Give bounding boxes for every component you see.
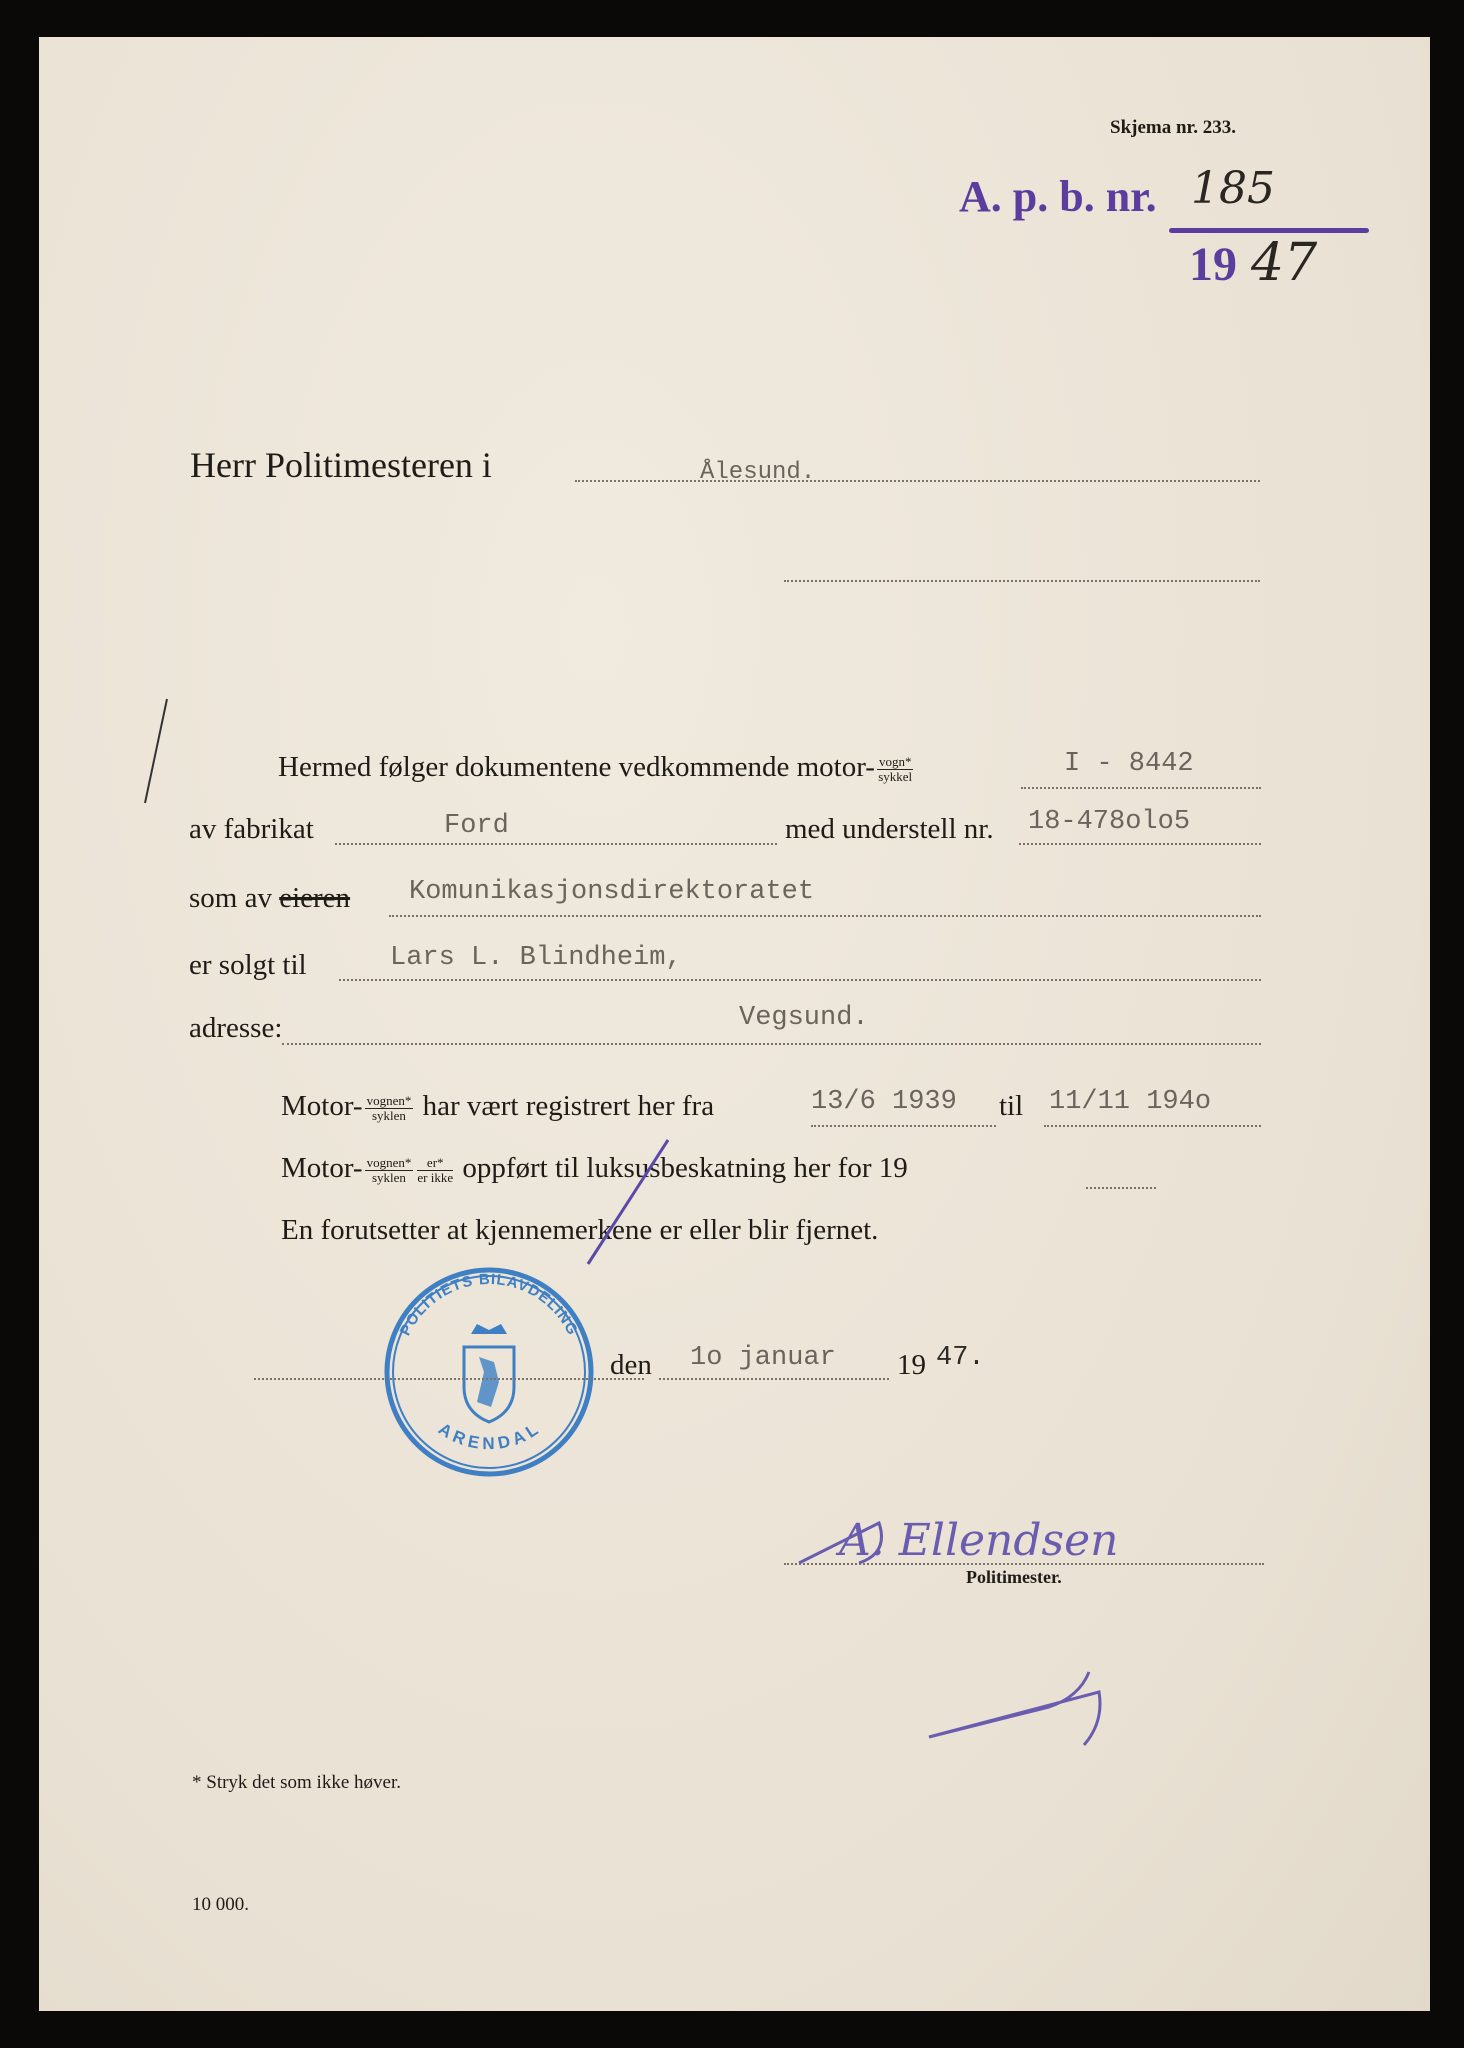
to-label: til bbox=[999, 1090, 1024, 1122]
option-er-ikke: er ikke bbox=[417, 1169, 454, 1185]
chassis-value: 18-478olo5 bbox=[1028, 807, 1191, 837]
date-label: den bbox=[610, 1349, 652, 1381]
address-label: adresse: bbox=[189, 1012, 283, 1044]
stamp-year-handwritten: 47 bbox=[1251, 233, 1318, 293]
margin-mark bbox=[145, 699, 167, 803]
owner-struck: eieren bbox=[279, 882, 351, 914]
stamp-label: A. p. b. nr. bbox=[959, 172, 1157, 221]
buyer-value: Lars L. Blindheim, bbox=[390, 943, 682, 973]
from-date: 13/6 1939 bbox=[811, 1087, 957, 1117]
police-seal bbox=[379, 1262, 599, 1482]
signature-mark: A. Ellendsen bbox=[839, 1515, 1119, 1566]
svg-text:ARENDAL bbox=[435, 1419, 543, 1453]
date-value: 1o januar bbox=[690, 1343, 836, 1373]
stamp-number: 185 bbox=[1191, 163, 1275, 214]
document-page bbox=[39, 37, 1430, 2011]
crown-icon bbox=[471, 1324, 507, 1334]
tax-text: oppført til luksusbeskatning her for 19 bbox=[462, 1152, 908, 1184]
footnote: * Stryk det som ikke høver. bbox=[192, 1772, 401, 1793]
option-vognen: vognen* bbox=[366, 1154, 412, 1170]
option-vogn: vogn* bbox=[878, 753, 912, 769]
svg-text:POLITIETS BILAVDELING bbox=[397, 1271, 582, 1339]
signature-title: Politimester. bbox=[966, 1567, 1062, 1587]
date-year: 47. bbox=[936, 1343, 985, 1373]
owner-value: Komunikasjonsdirektoratet bbox=[409, 877, 815, 907]
option-syklen: syklen bbox=[371, 1169, 406, 1185]
option-vognen: vognen* bbox=[366, 1092, 412, 1108]
registration-number: I - 8442 bbox=[1064, 749, 1194, 779]
make-label: av fabrikat bbox=[189, 813, 314, 845]
sold-label: er solgt til bbox=[189, 949, 307, 981]
period-text: har vært registrert her fra bbox=[422, 1090, 715, 1122]
place-line bbox=[254, 1378, 644, 1380]
owner-prefix: som av bbox=[189, 882, 272, 914]
option-er: er* bbox=[417, 1156, 453, 1171]
print-run: 10 000. bbox=[192, 1894, 249, 1915]
form-number: Skjema nr. 233. bbox=[1110, 117, 1236, 138]
chassis-label: med understell nr. bbox=[785, 813, 994, 845]
seal-bottom-text: ARENDAL bbox=[435, 1419, 544, 1454]
stamp-year-printed: 19 bbox=[1189, 238, 1237, 291]
signature bbox=[779, 1497, 1299, 1747]
plates-note: En forutsetter at kjennemerkene er eller blir fjernet. bbox=[281, 1214, 879, 1246]
addressee-value: Ålesund. bbox=[700, 459, 816, 486]
seal-top-text: POLITIETS BILAVDELING bbox=[396, 1270, 582, 1339]
intro-text: Hermed følger dokumentene vedkommende motor- bbox=[278, 751, 875, 783]
motor-prefix: Motor- bbox=[281, 1152, 363, 1184]
motor-prefix: Motor- bbox=[281, 1090, 363, 1122]
to-date: 11/11 194o bbox=[1049, 1087, 1212, 1117]
option-sykkel: sykkel bbox=[878, 768, 913, 784]
option-syklen: syklen bbox=[371, 1107, 406, 1123]
date-line bbox=[659, 1378, 889, 1380]
addressee-label: Herr Politimesteren i bbox=[190, 445, 492, 485]
strike-line bbox=[588, 1140, 668, 1264]
date-year-prefix: 19 bbox=[897, 1349, 926, 1381]
make-value: Ford bbox=[444, 811, 509, 841]
address-value: Vegsund. bbox=[739, 1003, 869, 1033]
